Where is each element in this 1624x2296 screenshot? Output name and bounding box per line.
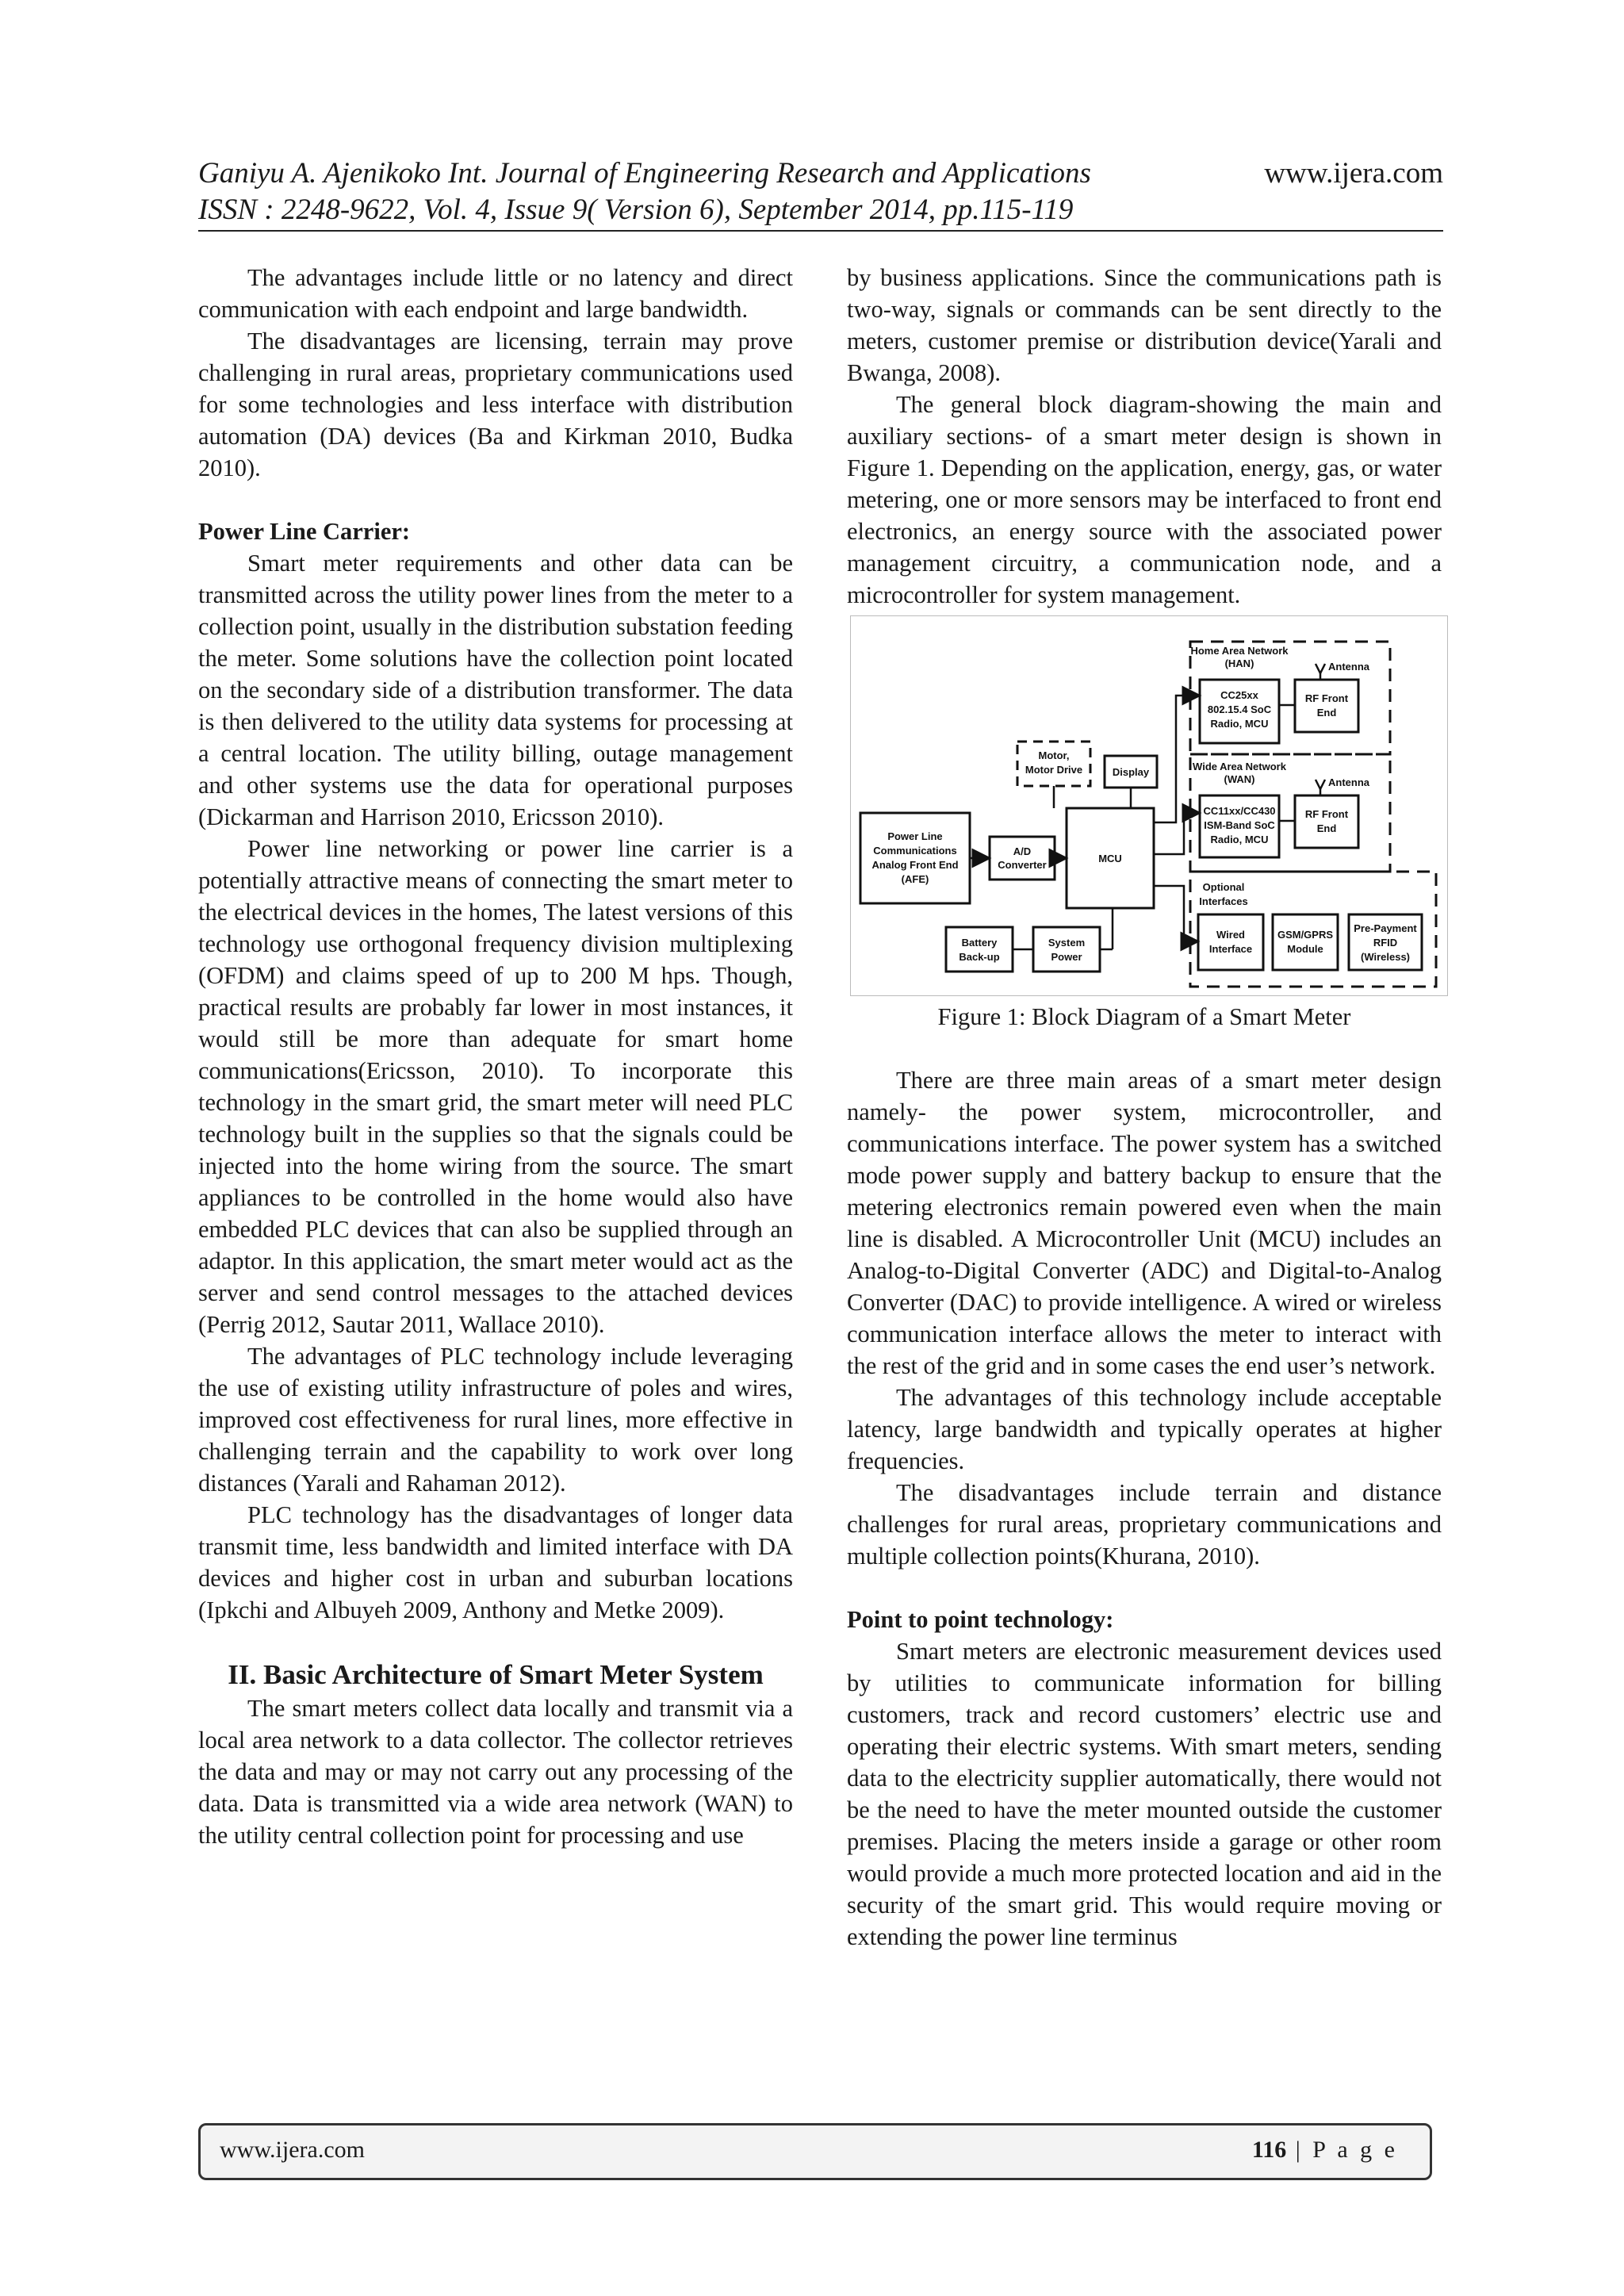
system-power-box (1033, 927, 1100, 972)
rf-front-end-1-label: RF Front (1304, 692, 1349, 704)
paragraph: The advantages of this technology include acceptable latency, large bandwidth and typically operates at higher frequencies. (847, 1384, 1442, 1474)
header-citation-line2: ISSN : 2248-9622, Vol. 4, Issue 9( Version 6), September 2014, pp.115-119 (198, 194, 1074, 226)
figure-caption: Figure 1: Block Diagram of a Smart Meter (937, 1003, 1351, 1030)
han-chip-label: CC25xx (1220, 689, 1258, 701)
afe-label: (AFE) (901, 873, 929, 885)
footer-journal-url[interactable]: www.ijera.com (220, 2137, 365, 2163)
paragraph: PLC technology has the disadvantages of longer data transmit time, less bandwidth and limited interface with DA devices and higher cost in urban and suburban locations (Ipkchi and Albuyeh 2009, Anthony and Metke 2009). (198, 1501, 793, 1623)
han-chip-label: 802.15.4 SoC (1207, 703, 1272, 715)
gsm-module-label: GSM/GPRS (1277, 929, 1334, 941)
optional-interfaces-title: Interfaces (1199, 895, 1248, 907)
motor-label: Motor Drive (1025, 764, 1083, 776)
wired-interface-box (1198, 914, 1263, 970)
header-citation-line1: Ganiyu A. Ajenikoko Int. Journal of Engineering Research and Applications (198, 157, 1091, 190)
page-footer (198, 2123, 1432, 2180)
rf-front-end-1-label: End (1316, 707, 1337, 719)
paragraph: by business applications. Since the communications path is two-way, signals or commands can be sent directly to the meters, customer premise or distribution device(Yarali and Bwanga, 2008). (847, 264, 1442, 386)
antenna-label-2: Antenna (1328, 776, 1369, 788)
afe-label: Power Line (887, 830, 943, 842)
battery-box (946, 927, 1013, 972)
adc-label: Converter (998, 859, 1047, 871)
header-divider (198, 230, 1443, 232)
figure-block-diagram (850, 615, 1448, 996)
paragraph: Smart meter requirements and other data can be transmitted across the utility power lines from the meter to a collection point, usually in the distribution substation feeding the meter. Some solutions have the collection point located on the secondary side of a distribution transformer. The data is then delivered to the utility data systems for processing at a central location. The utility billing, outage management and other systems use the data for operational purposes (Dickarman and Harrison 2010, Ericsson 2010). (198, 550, 793, 830)
wan-title-abbr: (WAN) (1224, 773, 1255, 785)
subsection-heading-plc: Power Line Carrier: (198, 518, 411, 545)
paragraph: The smart meters collect data locally and transmit via a local area network to a data collector. The collector retrieves the data and may or may not carry out any processing of the data. Data is transmitted via a wide area network (WAN) to the utility central collection point for processing and use (198, 1695, 793, 1849)
han-title-abbr: (HAN) (1224, 657, 1254, 669)
running-header (198, 155, 1443, 228)
optional-interfaces-title: Optional (1202, 881, 1245, 893)
battery-label: Battery (961, 937, 998, 949)
motor-label: Motor, (1038, 749, 1070, 761)
adc-box (990, 837, 1055, 880)
paragraph: The advantages include little or no latency and direct communication with each endpoint and large bandwidth. (198, 264, 793, 323)
wired-interface-label: Interface (1208, 943, 1253, 955)
adc-label: A/D (1013, 845, 1032, 857)
han-chip-label: Radio, MCU (1210, 718, 1269, 730)
page-number (1252, 2137, 1398, 2164)
gsm-module-label: Module (1287, 943, 1323, 955)
rf-front-end-1-box (1295, 680, 1358, 732)
mcu-label: MCU (1098, 853, 1122, 864)
left-column (198, 262, 793, 1851)
system-power-label: System (1048, 937, 1086, 949)
rfid-label: (Wireless) (1360, 951, 1411, 963)
right-column (847, 262, 1442, 1953)
block-diagram-svg (851, 616, 1447, 995)
han-title: Home Area Network (1190, 645, 1289, 657)
paragraph: There are three main areas of a smart meter design namely- the power system, microcontroller, and communications interface. The power system has a switched mode power supply and battery backup to ensure that the metering electronics remain powered even when the main line is disabled. A Microcontroller Unit (MCU) includes an Analog-to-Digital Converter (ADC) and Digital-to-Analog Converter (DAC) to provide intelligence. A wired or wireless communication interface allows the meter to interact with the rest of the grid and in some cases the end user’s network. (847, 1067, 1442, 1379)
subsection-heading-ptp: Point to point technology: (847, 1606, 1114, 1633)
rf-front-end-2-box (1295, 795, 1358, 848)
afe-box (860, 813, 970, 903)
paragraph: The general block diagram-showing the main and auxiliary sections- of a smart meter design is shown in Figure 1. Depending on the application, energy, gas, or water metering, one or more sensors may be interfaced to front end electronics, an energy source with the associated power management circuitry, a communication node, and a microcontroller for system management. (847, 391, 1442, 608)
rfid-label: RFID (1373, 937, 1398, 949)
wan-title: Wide Area Network (1193, 761, 1286, 772)
rfid-label: Pre-Payment (1354, 922, 1417, 934)
gsm-module-box (1273, 914, 1338, 970)
page-label: | P a g e (1286, 2137, 1398, 2163)
paragraph: Power line networking or power line carrier is a potentially attractive means of connecting the smart meter to the electrical devices in the homes, The latest versions of this technology use orthogonal frequency division multiplexing (OFDM) and claims speed of up to 200 M hps. Though, practical results are probably far lower in most instances, it would still be more than adequate for smart home communications(Ericsson, 2010). To incorporate this technology in the smart grid, the smart meter will need PLC technology built in the supplies so that the signals could be injected into the home wiring from the source. The smart appliances to be controlled in the home would also have embedded PLC devices that can also be supplied through an adaptor. In this application, the smart meter would act as the server and send control messages to the attached devices (Perrig 2012, Sautar 2011, Wallace 2010). (198, 835, 793, 1338)
rf-front-end-2-label: RF Front (1304, 808, 1349, 820)
rf-front-end-2-label: End (1316, 822, 1337, 834)
system-power-label: Power (1051, 951, 1082, 963)
paragraph: The disadvantages are licensing, terrain may prove challenging in rural areas, proprietary communications used for some technologies and less interface with distribution automation (DA) devices (Ba and Kirkman 2010, Budka 2010). (198, 328, 793, 481)
wan-chip-label: ISM-Band SoC (1204, 819, 1275, 831)
paragraph: The disadvantages include terrain and distance challenges for rural areas, proprietary communications and multiple collection points(Khurana, 2010). (847, 1479, 1442, 1570)
wan-chip-label: CC11xx/CC430 (1203, 805, 1276, 817)
afe-label: Analog Front End (871, 859, 959, 871)
paragraph: The advantages of PLC technology include leveraging the use of existing utility infrastructure of poles and wires, improved cost effectiveness for rural lines, more effective in challenging terrain and the capability to work over long distances (Yarali and Rahaman 2012). (198, 1343, 793, 1497)
section-heading: II. Basic Architecture of Smart Meter System (228, 1659, 764, 1690)
battery-label: Back-up (959, 951, 1000, 963)
wired-interface-label: Wired (1216, 929, 1245, 941)
wan-chip-label: Radio, MCU (1210, 834, 1269, 845)
afe-label: Communications (873, 845, 957, 857)
display-label: Display (1112, 766, 1150, 778)
antenna-label-1: Antenna (1328, 661, 1369, 673)
page-number-value: 116 (1251, 2137, 1287, 2163)
paragraph: Smart meters are electronic measurement devices used by utilities to communicate information for billing customers, track and record customers’ electric use and operating their electric systems. With smart meters, sending data to the electricity supplier automatically, there would not be the need to have the meter mounted outside the customer premises. Placing the meters inside a garage or other room would provide a much more protected location and aid in the security of the smart grid. This would require moving or extending the power line terminus (847, 1638, 1442, 1950)
header-journal-url[interactable]: www.ijera.com (1264, 157, 1443, 190)
